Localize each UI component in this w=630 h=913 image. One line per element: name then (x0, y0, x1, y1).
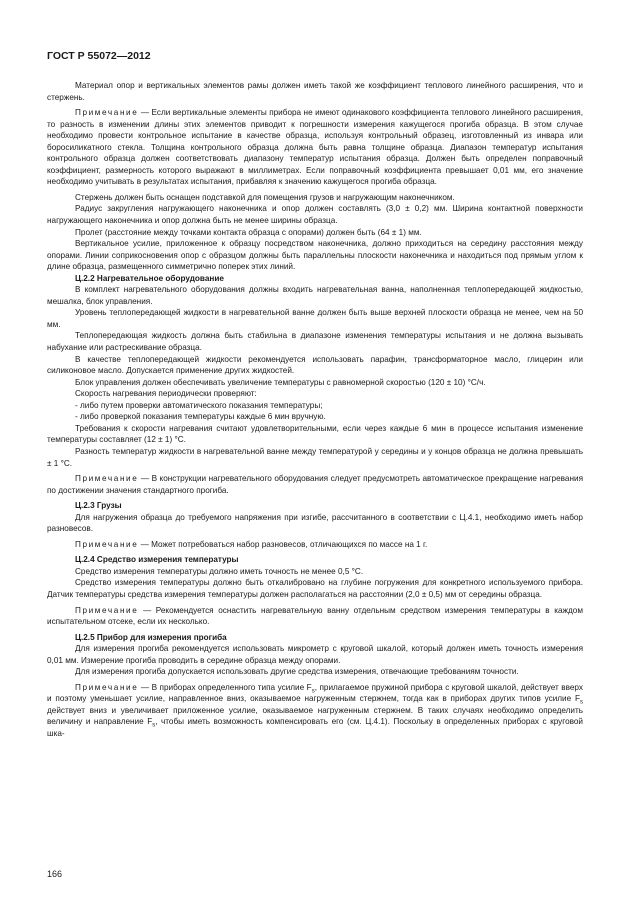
subscript: s (311, 688, 315, 695)
paragraph: Средство измерения температуры должно иметь точность не менее 0,5 °С. (75, 566, 364, 576)
subscript: s (152, 723, 156, 730)
document-body (47, 80, 583, 740)
note-label: Примечание (75, 474, 139, 484)
section-heading: Ц.2.4 Средство измерения температуры (75, 555, 239, 565)
paragraph: Скорость нагревания периодически проверяют: (75, 389, 257, 399)
subscript: s (580, 699, 583, 706)
paragraph: Пролет (расстояние между точками контакта образца с опорами) должен быть (64 ± 1) мм. (75, 227, 422, 237)
note-label: Примечание (75, 682, 139, 692)
paragraph: Для нагружения образца до требуемого напряжения при изгибе, рассчитанного в соответствии с Ц.4.1, необходимо иметь набор разновесов. (47, 512, 583, 534)
paragraph: Стержень должен быть оснащен подставкой для помещения грузов и нагружающим наконечником. (75, 192, 455, 202)
section-heading: Ц.2.2 Нагревательное оборудование (75, 273, 224, 283)
note-text: — В приборах определенного типа усилие F (138, 682, 312, 692)
paragraph: Уровень теплопередающей жидкости в нагревательной ванне должен быть выше верхней плоскости образца не менее, чем на 50 мм. (47, 308, 583, 329)
list-item: - либо путем проверки автоматического показания температуры; (75, 400, 323, 410)
paragraph: Средство измерения температуры должно быть откалибровано на глубине погружения для конкретного используемого прибора. Датчик температуры средства измерения температуры должен располагаться на расстоянии (2,0 ± 0,5) мм от середины образца. (47, 578, 583, 599)
note-text: действует вниз и увеличивает приложенное усилие, оказываемое нагруженным стержнем. В таких случаях необходимо определить величину и направление F (47, 705, 583, 727)
paragraph: Теплопередающая жидкость должна быть стабильна в диапазоне изменения температуры испытания и не должна вызывать набухание или растрескивание образца. (47, 331, 583, 353)
note (47, 473, 583, 496)
note-label: Примечание (75, 605, 139, 615)
paragraph: Требования к скорости нагревания считают удовлетворительными, если через каждые 6 мин в процессе испытания изменение температуры составляет (12 ± 1) °С. (47, 423, 583, 445)
page-number: 166 (47, 869, 63, 879)
document-header: ГОСТ Р 55072—2012 (47, 50, 151, 62)
paragraph: Радиус закругления нагружающего наконечника и опор должен составлять (3,0 ± 0,2) мм. Ширина контактной поверхности нагружающего наконечника и опор должна быть не менее ширины образца. (47, 204, 583, 226)
note-text: — Если вертикальные элементы прибора не имеют одинакового коэффициента теплового линейного расширения, то разность в изменении длины этих элементов приводит к погрешности измерения кажущегося прогиба образца. В этом случае необходимо провести контрольное испытание в качестве образца, используя контрольный образец, изготовленный из инвара или боросиликатного стекла. Толщина контрольного образца должна быть равна толщине образца. Диапазон температур испытания контрольного образца должен соответствовать диапазону температур испытания образца. Должен быть определен поправочный коэффициент, размерность которого выражают в миллиметрах. Если поправочный коэффициента превышает 0,01 мм, его значение необходимо учитывать в результатах испытания, прибавляя к значению кажущегося прогиба образца. (47, 108, 583, 187)
note-text: — Может потребоваться набор разновесов, отличающихся по массе на 1 г. (138, 539, 428, 549)
paragraph: В комплект нагревательного оборудования должны входить нагревательная ванна, наполненная теплопередающей жидкостью, мешалка, блок управления. (47, 285, 583, 306)
paragraph: В качестве теплопередающей жидкости рекомендуется использовать парафин, трансформаторное масло, глицерин или силиконовое масло. Допускается применение других жидкостей. (47, 354, 583, 376)
note-text: — В конструкции нагревательного оборудования следует предусмотреть автоматическое прекращение нагревания по достижении значения стандартного прогиба. (47, 474, 583, 495)
note-label: Примечание (75, 108, 139, 118)
note (47, 605, 583, 628)
section-heading: Ц.2.5 Прибор для измерения прогиба (75, 632, 227, 642)
paragraph: Вертикальное усилие, приложенное к образцу посредством наконечника, должно приходиться на середину расстояния между опорами. Линии соприкосновения опор с образцом должны быть параллельны плоскости наконечника и находиться под прямым углом к длине образца, размещенного симметрично поперек этих линий. (47, 239, 583, 272)
paragraph: Материал опор и вертикальных элементов рамы должен иметь такой же коэффициент теплового линейного расширения, что и стержень. (47, 81, 583, 102)
paragraph: Для измерения прогиба рекомендуется использовать микрометр с круговой шкалой, который должен иметь точность измерения 0,01 мм. Измерение прогиба проводить в середине образца между опорами. (47, 644, 583, 665)
paragraph: Разность температур жидкости в нагревательной ванне между температурой у середины и у концов образца не должна превышать ± 1 °С. (47, 446, 583, 468)
paragraph: Для измерения прогиба допускается использовать другие средства измерения, отвечающие требованиям точности. (75, 667, 519, 677)
note (47, 107, 583, 188)
paragraph: Блок управления должен обеспечивать увеличение температуры с равномерной скоростью (120 ± 10) °С/ч. (75, 377, 486, 387)
list-item: - либо проверкой показания температуры каждые 6 мин вручную. (75, 412, 326, 422)
note-text: , прилагаемое пружиной прибора с круговой шкалой, действует вверх и поэтому уменьшает усилие, направленное вниз, оказываемое нагруженным стержнем, тогда как в приборах других типов усилие F (47, 682, 583, 704)
note (47, 682, 583, 740)
note-text: , чтобы иметь возможность компенсировать его (см. Ц.4.1). Поскольку в определенных приборах с круговой шка- (47, 717, 584, 738)
note (47, 539, 583, 551)
note-label: Примечание (75, 539, 139, 549)
note-text: — Рекомендуется оснастить нагревательную ванну отдельным средством измерения температуры в каждом испытательном отсеке, если их несколько. (47, 605, 583, 627)
section-heading: Ц.2.3 Грузы (75, 501, 122, 511)
